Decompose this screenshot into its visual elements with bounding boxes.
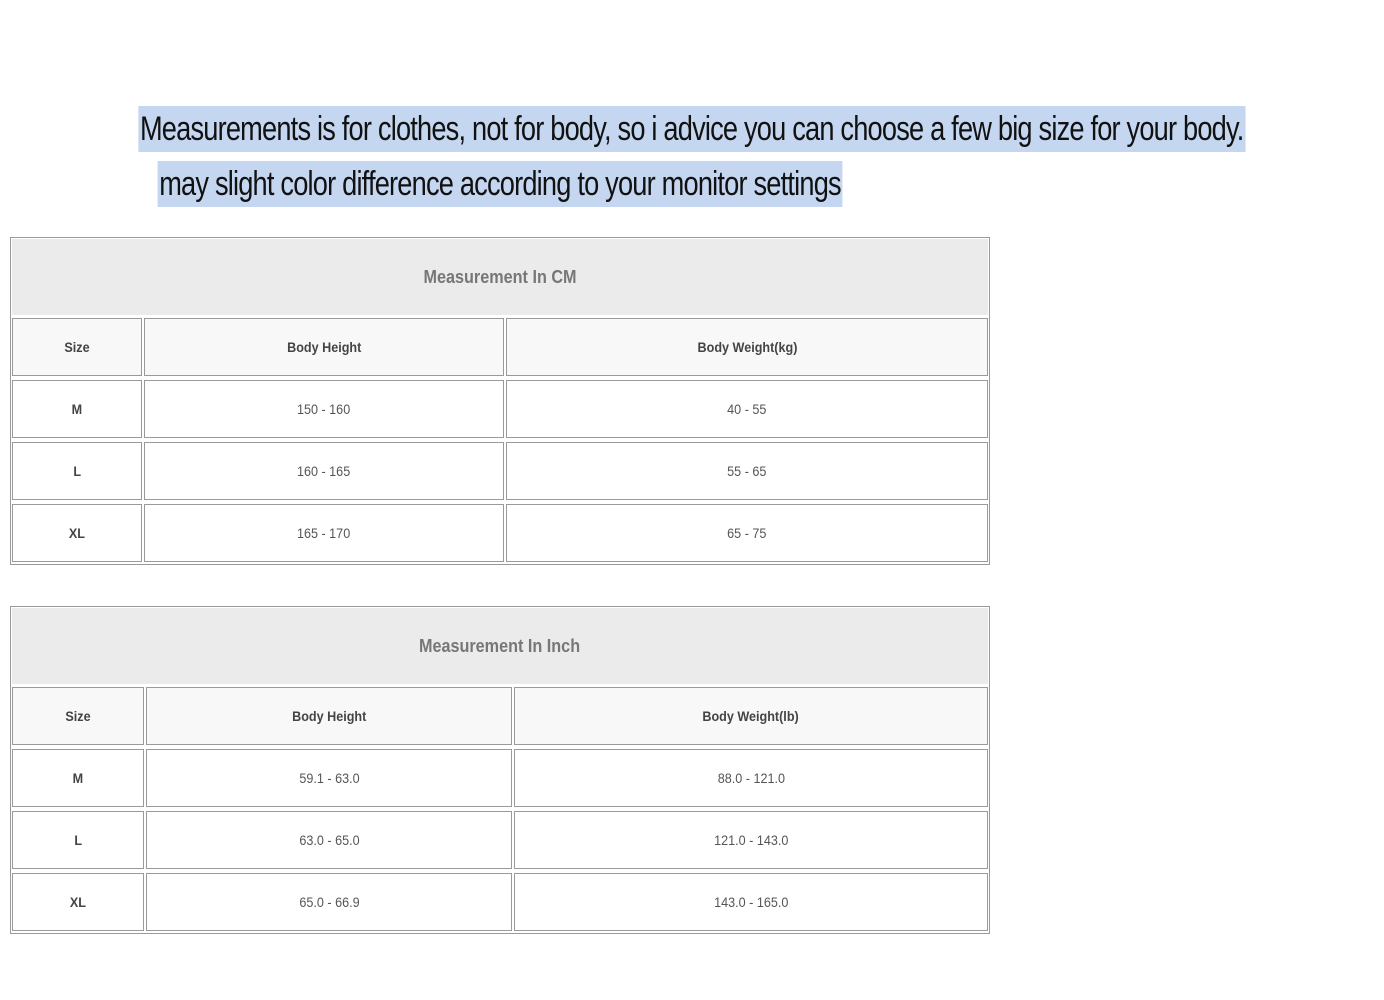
header-body-height-text: Body Height [291,708,367,724]
weight-cell [506,504,988,562]
notice-line-color-difference [0,161,1000,207]
header-body-weight-text: Body Weight(lb) [702,708,800,724]
height-cell [144,442,504,500]
height-value: 59.1 - 63.0 [298,770,360,786]
table-row [11,440,989,502]
header-body-weight [514,687,988,745]
header-size [12,687,144,745]
weight-value: 143.0 - 165.0 [713,894,789,910]
size-cell [12,380,142,438]
table-row [11,809,989,871]
height-cell [146,749,512,807]
size-cell [12,504,142,562]
height-value: 160 - 165 [297,463,351,479]
notice-text-2: may slight color difference according to your monitor settings [158,161,843,207]
header-body-height-text: Body Height [286,339,362,355]
table-title-cm-text: Measurement In CM [423,266,577,287]
header-body-height [146,687,512,745]
notice-line-clothes-measurement [0,106,1244,152]
height-value: 63.0 - 65.0 [298,832,360,848]
weight-value: 121.0 - 143.0 [713,832,789,848]
size-cell [12,749,144,807]
weight-value: 65 - 75 [727,525,767,541]
table-title-inch-text: Measurement In Inch [419,635,581,656]
header-body-weight-text: Body Weight(kg) [697,339,797,355]
height-cell [146,873,512,931]
header-size-text: Size [64,339,90,355]
size-value: L [74,832,82,848]
height-value: 150 - 160 [297,401,351,417]
size-value: M [72,770,84,786]
table-header-row [11,685,989,747]
table-title-cm [12,239,988,315]
weight-cell [506,442,988,500]
table-row [11,747,989,809]
table-header-row [11,316,989,378]
size-value: M [71,401,83,417]
size-table-inch [10,606,990,934]
height-cell [144,504,504,562]
table-row [11,871,989,933]
height-value: 65.0 - 66.9 [298,894,360,910]
header-size [12,318,142,376]
weight-cell [514,873,988,931]
size-cell [12,811,144,869]
header-size-text: Size [65,708,91,724]
size-table-cm [10,237,990,565]
weight-value: 40 - 55 [727,401,767,417]
weight-value: 88.0 - 121.0 [717,770,785,786]
table-title-inch [12,608,988,684]
header-body-height [144,318,504,376]
size-cell [12,442,142,500]
size-value: XL [69,894,87,910]
weight-cell [506,380,988,438]
weight-value: 55 - 65 [727,463,767,479]
table-row [11,502,989,564]
height-cell [144,380,504,438]
height-cell [146,811,512,869]
weight-cell [514,811,988,869]
height-value: 165 - 170 [297,525,351,541]
size-value: XL [68,525,86,541]
notice-text-1: Measurements is for clothes, not for body, so i advice you can choose a few big size for your body. [138,106,1245,152]
table-row [11,378,989,440]
size-cell [12,873,144,931]
size-value: L [73,463,81,479]
weight-cell [514,749,988,807]
header-body-weight [506,318,988,376]
